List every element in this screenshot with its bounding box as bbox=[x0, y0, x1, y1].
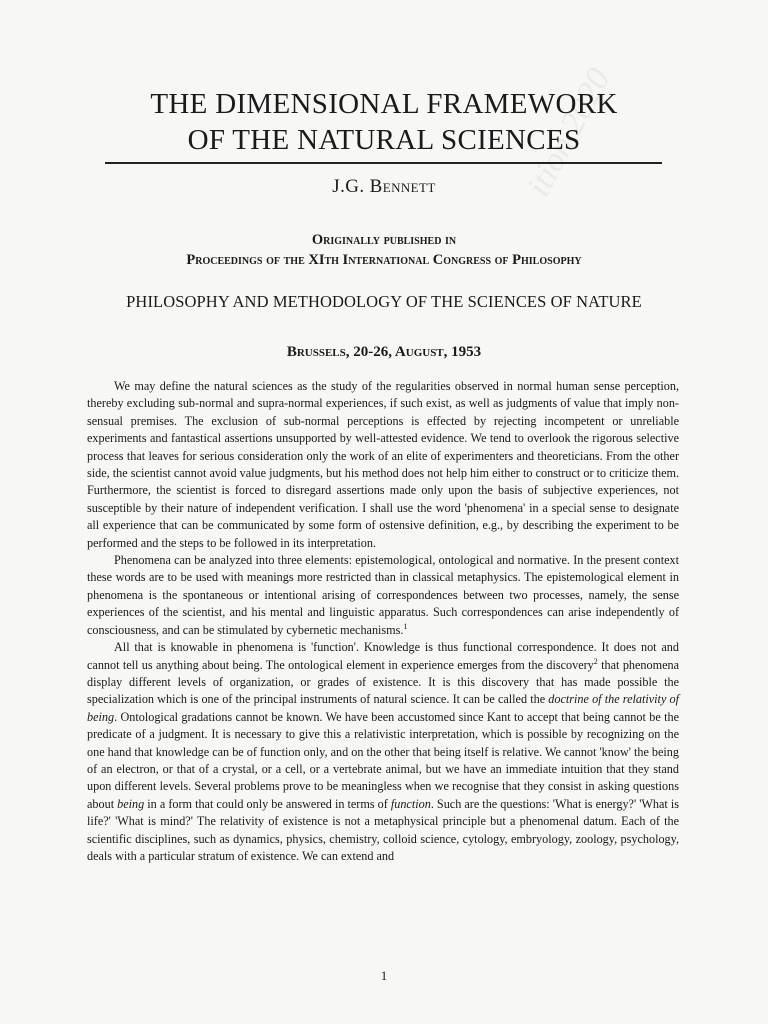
paragraph-3-text-a: All that is knowable in phenomena is 'function'. Knowledge is thus functional correspondence. It does not and cannot tell us anything about being. The ontological element in experience emerges from the discovery bbox=[87, 640, 679, 672]
emphasis-being: being bbox=[117, 796, 145, 811]
paragraph-2 bbox=[87, 552, 679, 639]
document-title bbox=[80, 86, 688, 158]
paragraph-3-text-c: . Ontological gradations cannot be known. We have been accustomed since Kant to accept that being cannot be the predicate of a judgment. It is necessary to give this a relativistic interpretation, which is possible by recognizing on the one hand that knowledge can be of function only, and on the other that being itself is relative. We cannot 'know' the being of an electron, or that of a crystal, or a cell, or a vertebrate animal, but we have an immediate intuition that they stand upon different levels. Several problems prove to be meaningless when we recognise that they consist in asking questions about bbox=[87, 709, 679, 811]
paragraph-1: We may define the natural sciences as the study of the regularities observed in normal human sense perception, thereby excluding sub-normal and supra-normal experiences, if such exist, as well as judgments of value that imply non-sensual premises. The exclusion of sub-normal perceptions is effected by rejecting incompetent or unreliable experiments and fantastical assertions unsupported by well-attested evidence. We tend to overlook the rigorous selective process that leaves for serious consideration only the work of an elite of experimenters and theoreticians. From the other side, the scientist cannot avoid value judgments, but his method does not help him either to construct or to criticize them. Furthermore, the scientist is forced to disregard assertions made only upon the basis of subjective experiences, not susceptible by their nature of independent verification. I shall use the word 'phenomena' in a special sense to designate all experience that can be communicated by some form of ostensive definition, e.g., by describing the experiment to be performed and the steps to be followed in its interpretation. bbox=[87, 379, 679, 550]
footnote-ref-2[interactable]: 2 bbox=[593, 656, 598, 666]
publication-note-line-1: Originally published in bbox=[311, 232, 457, 248]
footnote-ref-1[interactable]: 1 bbox=[403, 621, 408, 631]
title-line-2: OF THE NATURAL SCIENCES bbox=[187, 124, 581, 156]
publication-note bbox=[80, 230, 688, 270]
emphasis-relativity-of-being: doctrine of the relativity of being bbox=[87, 692, 680, 724]
section-heading: PHILOSOPHY AND METHODOLOGY OF THE SCIENCES OF NATURE bbox=[126, 292, 642, 311]
paragraph-3-text-b: that phenomena display different levels of organization, or grades of existence. It is this discovery that has made possible the specialization which is one of the principal instruments of natural science. It can be called the bbox=[87, 657, 679, 707]
emphasis-function: function bbox=[390, 796, 431, 811]
paragraph-3-text-d: in a form that could only be answered in terms of bbox=[144, 796, 391, 811]
title-rule bbox=[105, 162, 662, 164]
paragraph-2-text: Phenomena can be analyzed into three elements: epistemological, ontological and normative. In the present context these words are to be used with meanings more restricted than in classical metaphysics. The epistemological element in phenomena is the spontaneous or intentional arising of correspondences between two processes, namely, the sense experiences of the scientist, and his mental and linguistic apparatus. Such correspondences can arise independently of consciousness, and can be stimulated by cybernetic mechanisms. bbox=[87, 553, 679, 637]
paragraph-3 bbox=[87, 639, 679, 865]
publication-note-line-2: Proceedings of the XIth International Congress of Philosophy bbox=[186, 252, 582, 268]
body-text bbox=[87, 378, 679, 865]
page-number: 1 bbox=[380, 968, 388, 983]
author: J.G. Bennett bbox=[332, 176, 436, 197]
watermark: ition 2020 bbox=[520, 62, 618, 203]
title-line-1: THE DIMENSIONAL FRAMEWORK bbox=[150, 88, 618, 120]
paragraph-3-text-e: . Such are the questions: 'What is energy?' 'What is life?' 'What is mind?' The relativity of existence is not a metaphysical principle but a phenomenal datum. Each of the scientific disciplines, such as dynamics, physics, chemistry, colloid science, cytology, embryology, zoology, psychology, deals with a particular stratum of existence. We can extend and bbox=[87, 796, 679, 863]
place-date: Brussels, 20-26, August, 1953 bbox=[286, 344, 482, 360]
